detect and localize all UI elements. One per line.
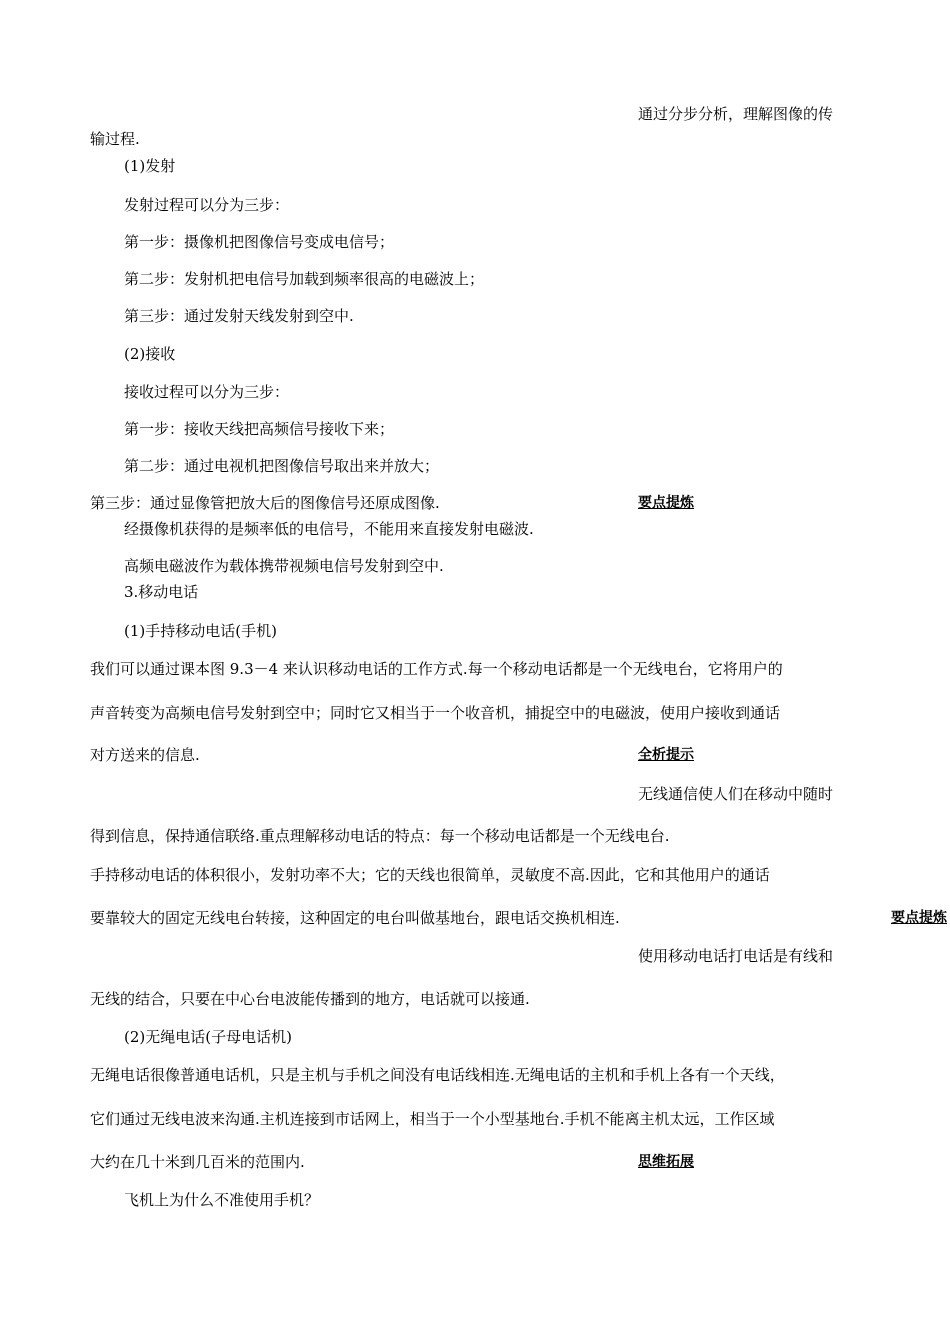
text-line: 发射过程可以分为三步： — [124, 196, 290, 214]
text-line: 飞机上为什么不准使用手机？ — [124, 1191, 320, 1209]
text-line: 第一步：接收天线把高频信号接收下来； — [124, 420, 395, 438]
text-line: 高频电磁波作为载体携带视频电信号发射到空中. — [124, 557, 444, 575]
text-line: 使用移动电话打电话是有线和 — [638, 947, 834, 965]
text-line: 第三步：通过显像管把放大后的图像信号还原成图像. — [90, 494, 440, 512]
text-line: 无绳电话很像普通电话机，只是主机与手机之间没有电话线相连.无绳电话的主机和手机上各有一个天线， — [90, 1066, 785, 1084]
text-line: (1)发射 — [124, 157, 176, 175]
text-line: 我们可以通过课本图 9.3－4 来认识移动电话的工作方式.每一个移动电话都是一个无线电台，它将用户的 — [90, 660, 783, 678]
section-heading: 全析提示 — [638, 747, 694, 763]
section-heading: 要点提炼 — [638, 495, 694, 511]
text-line: (2)无绳电话(子母电话机) — [124, 1028, 292, 1046]
text-line: 无线通信使人们在移动中随时 — [638, 785, 834, 803]
text-line: 要靠较大的固定无线电台转接，这种固定的电台叫做基地台，跟电话交换机相连. — [90, 909, 620, 927]
text-line: 声音转变为高频电信号发射到空中；同时它又相当于一个收音机，捕捉空中的电磁波，使用户接收到通话 — [90, 704, 781, 722]
text-line: 通过分步分析，理解图像的传 — [638, 105, 834, 123]
text-line: (2)接收 — [124, 345, 176, 363]
text-line: 第三步：通过发射天线发射到空中. — [124, 307, 354, 325]
text-line: 无线的结合，只要在中心台电波能传播到的地方，电话就可以接通. — [90, 990, 530, 1008]
text-line: 它们通过无线电波来沟通.主机连接到市话网上，相当于一个小型基地台.手机不能离主机太远，工作区域 — [90, 1110, 775, 1128]
text-line: 对方送来的信息. — [90, 746, 200, 764]
text-line: 3.移动电话 — [124, 583, 199, 601]
section-heading: 要点提炼 — [891, 910, 947, 926]
text-line: 输过程. — [90, 130, 140, 148]
text-line: 得到信息，保持通信联络.重点理解移动电话的特点：每一个移动电话都是一个无线电台. — [90, 827, 670, 845]
text-line: 接收过程可以分为三步： — [124, 383, 290, 401]
section-heading: 思维拓展 — [638, 1154, 694, 1170]
text-line: 经摄像机获得的是频率低的电信号，不能用来直接发射电磁波. — [124, 520, 534, 538]
text-line: 第一步：摄像机把图像信号变成电信号； — [124, 233, 395, 251]
text-line: 第二步：发射机把电信号加载到频率很高的电磁波上； — [124, 270, 485, 288]
text-line: 手持移动电话的体积很小，发射功率不大；它的天线也很简单，灵敏度不高.因此，它和其他用户的通话 — [90, 866, 770, 884]
text-line: 第二步：通过电视机把图像信号取出来并放大； — [124, 457, 440, 475]
text-line: (1)手持移动电话(手机) — [124, 622, 277, 640]
text-line: 大约在几十米到几百米的范围内. — [90, 1153, 305, 1171]
